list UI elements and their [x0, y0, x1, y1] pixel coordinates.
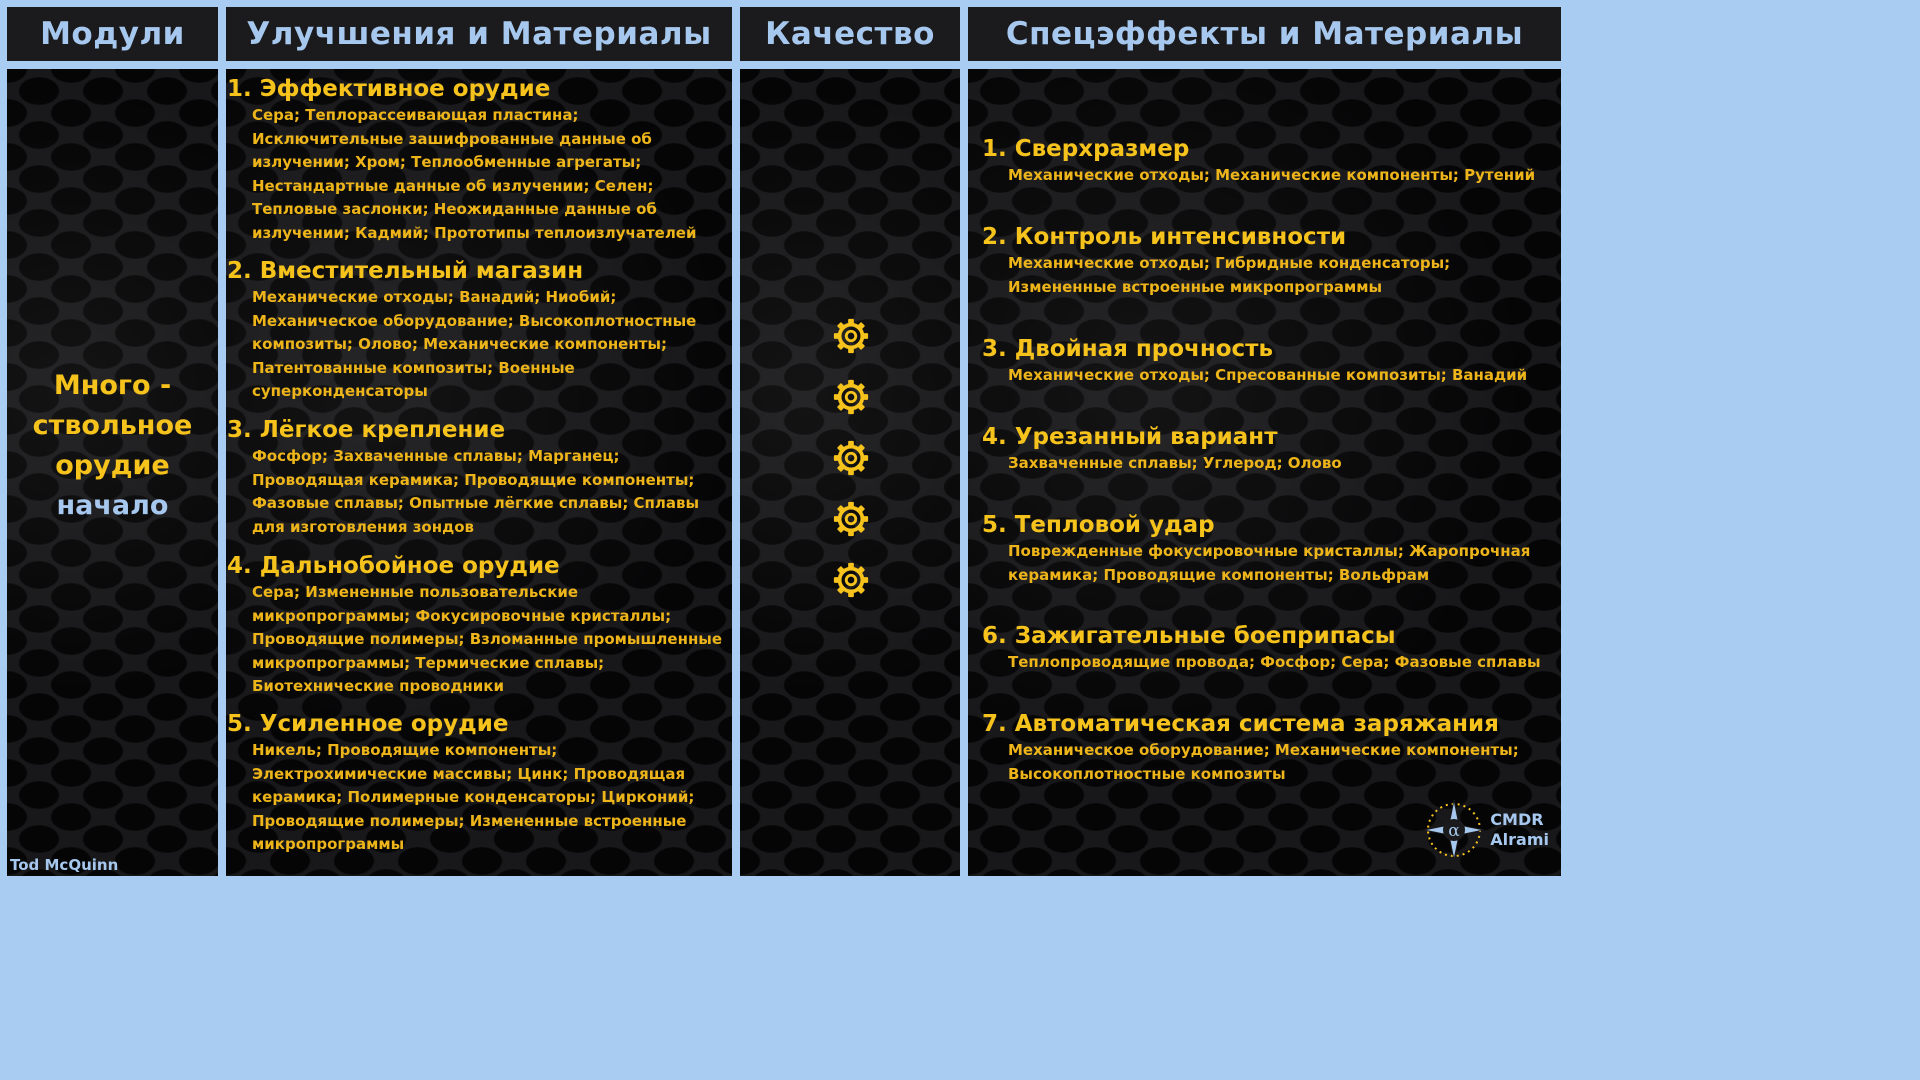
module-name-line1: Много -: [53, 370, 172, 401]
quality-column: [740, 69, 960, 876]
logo-line1: CMDR: [1490, 810, 1544, 829]
upgrade-materials: Никель; Проводящие компоненты; Электрохимические массивы; Цинк; Проводящая керамика; Полимерные конденсаторы; Цирконий; Проводящие полимеры; Измененные встроенные микропрограммы: [252, 741, 695, 854]
effect-title: 5. Тепловой удар: [982, 512, 1215, 538]
effect-item: [968, 222, 1561, 299]
header-upgrades: Улучшения и Материалы: [226, 7, 732, 61]
upgrade-materials: Сера; Теплорассеивающая пластина; Исключительные зашифрованные данные об излучении; Хром; Теплообменные агрегаты; Нестандартные данные об излучении; Селен; Тепловые заслонки; Неожиданные данные об излучении; Кадмий; Прототипы теплоизлучателей: [252, 106, 697, 242]
effect-materials: Поврежденные фокусировочные кристаллы; Жаропрочная керамика; Проводящие компоненты; Вольфрам: [1008, 542, 1531, 584]
gear-icon: [832, 439, 870, 477]
effect-title: 1. Сверхразмер: [982, 136, 1190, 162]
effect-title: 2. Контроль интенсивности: [982, 224, 1347, 250]
alpha-star-icon: [1422, 798, 1486, 862]
gear-icon: [832, 561, 870, 599]
upgrades-column: [226, 69, 732, 876]
effect-item: [968, 134, 1561, 188]
upgrade-item: [226, 74, 732, 246]
gear-icon: [832, 317, 870, 355]
upgrade-item: [226, 709, 732, 857]
upgrade-title: 1. Эффективное орудие: [227, 76, 551, 102]
effect-item: [968, 709, 1561, 786]
upgrade-title: 4. Дальнобойное орудие: [227, 553, 560, 579]
upgrade-title: 5. Усиленное орудие: [227, 711, 509, 737]
effect-title: 3. Двойная прочность: [982, 336, 1274, 362]
module-column: [7, 69, 218, 876]
gear-icon: [832, 378, 870, 416]
effect-item: [968, 334, 1561, 388]
logo-line2: Alrami: [1490, 830, 1549, 849]
effect-item: [968, 510, 1561, 587]
upgrade-item: [226, 415, 732, 539]
effect-materials: Теплопроводящие провода; Фосфор; Сера; Фазовые сплавы: [1008, 653, 1541, 671]
gear-icon: [832, 500, 870, 538]
effect-materials: Механическое оборудование; Механические компоненты; Высокоплотностные композиты: [1008, 741, 1519, 783]
effect-title: 6. Зажигательные боеприпасы: [982, 623, 1396, 649]
svg-text:α: α: [1448, 821, 1461, 841]
effects-column: [968, 69, 1561, 876]
effect-materials: Механические отходы; Спресованные композиты; Ванадий: [1008, 366, 1528, 384]
cmdr-logo: [1422, 798, 1549, 862]
effect-item: [968, 621, 1561, 675]
effect-materials: Захваченные сплавы; Углерод; Олово: [1008, 454, 1342, 472]
upgrade-materials: Сера; Измененные пользовательские микропрограммы; Фокусировочные кристаллы; Проводящие полимеры; Взломанные промышленные микропрограммы; Термические сплавы; Биотехнические проводники: [252, 583, 723, 696]
module-grade-start: начало: [56, 490, 169, 521]
header-quality: Качество: [740, 7, 960, 61]
effect-title: 7. Автоматическая система заряжания: [982, 711, 1499, 737]
upgrade-title: 2. Вместительный магазин: [227, 258, 584, 284]
effect-item: [968, 422, 1561, 476]
upgrade-title: 3. Лёгкое крепление: [227, 417, 506, 443]
effect-materials: Механические отходы; Гибридные конденсаторы; Измененные встроенные микропрограммы: [1008, 254, 1451, 296]
module-name-line3: орудие: [55, 450, 170, 481]
upgrade-materials: Механические отходы; Ванадий; Ниобий; Механическое оборудование; Высокоплотностные композиты; Олово; Механические компоненты; Патентованные композиты; Военные суперконденсаторы: [252, 288, 697, 401]
module-name: [7, 366, 218, 526]
upgrade-materials: Фосфор; Захваченные сплавы; Марганец; Проводящая керамика; Проводящие компоненты; Фазовые сплавы; Опытные лёгкие сплавы; Сплавы для изготовления зондов: [252, 447, 700, 536]
upgrade-item: [226, 256, 732, 404]
upgrade-item: [226, 551, 732, 699]
effect-materials: Механические отходы; Механические компоненты; Рутений: [1008, 166, 1536, 184]
author-credit: Tod McQuinn: [10, 856, 119, 874]
module-name-line2: ствольное: [32, 410, 193, 441]
logo-text: [1490, 810, 1549, 850]
effect-title: 4. Урезанный вариант: [982, 424, 1278, 450]
header-modules: Модули: [7, 7, 218, 61]
header-effects: Спецэффекты и Материалы: [968, 7, 1561, 61]
